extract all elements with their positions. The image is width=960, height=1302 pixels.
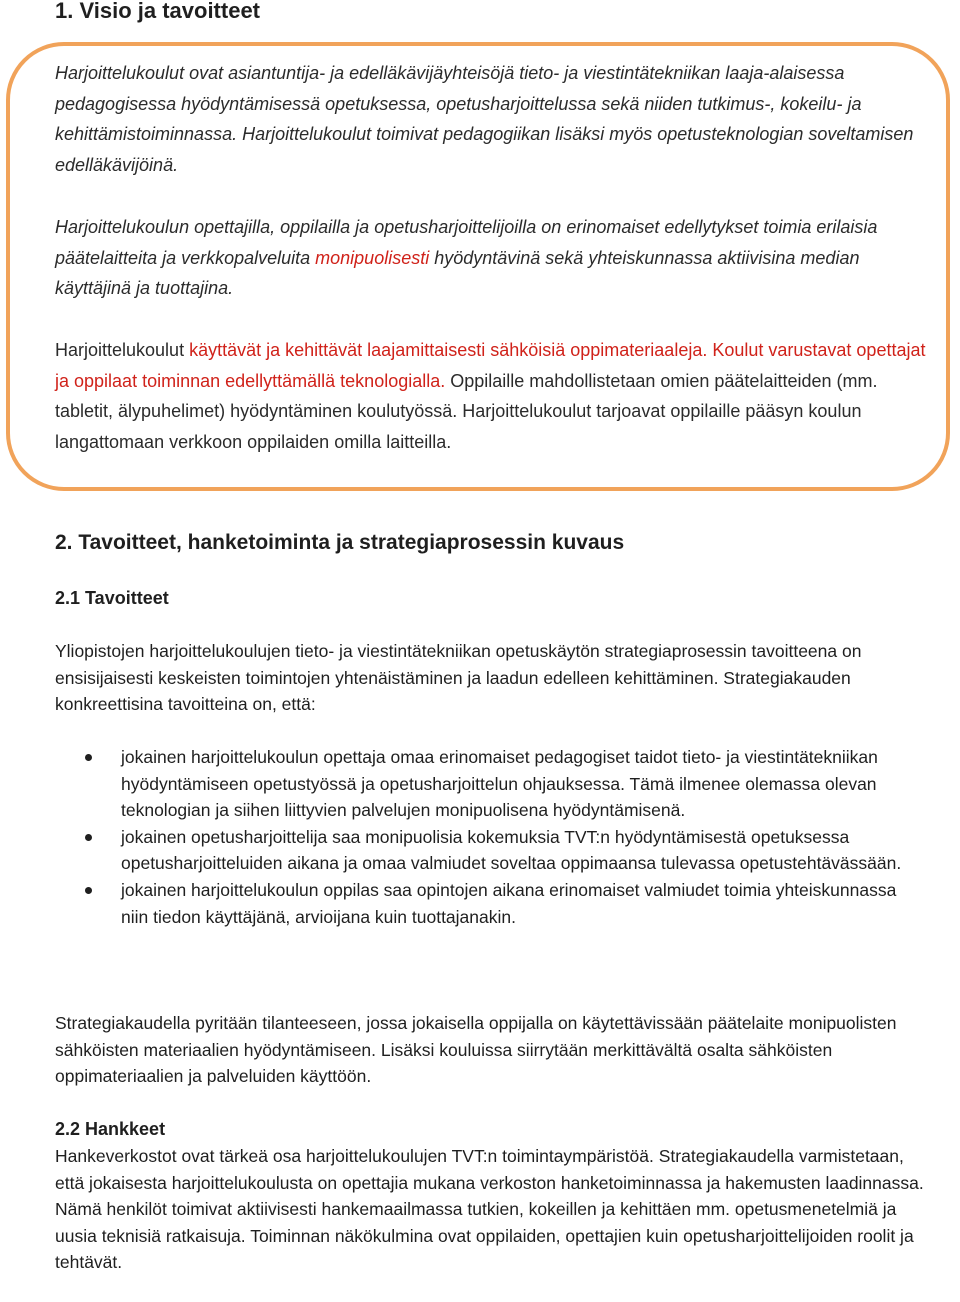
bullet-icon	[85, 887, 92, 894]
goals-intro-paragraph: Yliopistojen harjoittelukoulujen tieto- ja viestintätekniikan opetuskäytön strategiaprosessin tavoitteena on ensisijaisesti keskeisten toimintojen yhtenäistäminen ja laadun edelleen kehittäminen. Strategiakauden konkreettisina tavoitteina on, että:	[55, 641, 862, 715]
subsection-2-1-heading: 2.1 Tavoitteet	[55, 588, 169, 608]
vision-paragraph-3-text-b: Oppilaille mahdollistetaan omien päätelaitteiden (mm. tabletit, älypuhelimet) hyödyntäminen koulutyössä. Harjoittelukoulut tarjoavat oppilaille pääsyn koulun langattomaan verkkoon oppilaiden omilla laitteilla.	[55, 370, 878, 452]
vision-paragraph-3-text-a: Harjoittelukoulut	[55, 340, 190, 360]
section-1-heading: 1. Visio ja tavoitteet	[55, 0, 261, 23]
section-2-heading: 2. Tavoitteet, hanketoiminta ja strategiaprosessin kuvaus	[55, 531, 625, 554]
vision-paragraph-3	[55, 335, 935, 457]
goal-bullet-text: jokainen harjoittelukoulun oppilas saa opintojen aikana erinomaiset valmiudet toimia yhteiskunnassa niin tiedon käyttäjänä, arvioijana kuin tuottajanakin.	[121, 879, 897, 927]
goal-bullet-text: jokainen harjoittelukoulun opettaja omaa erinomaiset pedagogiset taidot tieto- ja viestintätekniikan hyödyntämiseen opetustyössä ja opetusharjoittelun ohjauksessa. Tämä ilmenee olemassa olevan teknologian ja siihen liittyvien palvelujen monipuolisena hyödyntämisenä.	[121, 747, 878, 821]
vision-paragraph-2-text-a: Harjoittelukoulun opettajilla, oppilailla ja opetusharjoittelijoilla on erinomaiset edellytykset toimia erilaisia päätelaitteita ja verkkopalveluita	[55, 217, 878, 268]
vision-paragraph-3-highlight: käyttävät ja kehittävät laajamittaisesti sähköisiä oppimateriaaleja. Koulut varustavat opettajat ja oppilaat toiminnan edellyttämällä teknologialla.	[55, 340, 926, 391]
goal-bullet-item	[0, 744, 921, 824]
projects-paragraph: Hankeverkostot ovat tärkeä osa harjoittelukoulujen TVT:n toimintaympäristöä. Strategiakaudella varmistetaan, että jokaisesta harjoittelukoulusta on opettajia mukana verkoston hanketoiminnassa ja hakemusten laadinnassa. Nämä henkilöt toimivat aktiivisesti hankemaailmassa tutkien, kokeillen ja kehittäen mm. opetusmenetelmiä ja uusia teknisiä ratkaisuja. Toiminnan näkökulmina ovat oppilaiden, opettajien kuin opetusharjoittelijoiden roolit ja tehtävät.	[55, 1146, 924, 1273]
goals-closing-paragraph: Strategiakaudella pyritään tilanteeseen, jossa jokaisella oppijalla on käytettävissään päätelaite monipuolisten sähköisten materiaalien hyödyntämiseen. Lisäksi kouluissa siirrytään merkittävältä osalta sähköisten oppimateriaalien ja palveluiden käyttöön.	[55, 1013, 897, 1087]
subsection-2-2-heading: 2.2 Hankkeet	[55, 1119, 166, 1139]
vision-paragraph-1: Harjoittelukoulut ovat asiantuntija- ja edelläkävijäyhteisöjä tieto- ja viestintätekniikan laaja-alaisessa pedagogisessa hyödyntämisessä opetuksessa, opetusharjoittelussa sekä niiden tutkimus-, kokeilu- ja kehittämistoiminnassa. Harjoittelukoulut toimivat pedagogiikan lisäksi myös opetusteknologian soveltamisen edelläkävijöinä.	[55, 63, 914, 175]
vision-paragraph-2-highlight: monipuolisesti	[315, 247, 430, 268]
bullet-icon	[85, 834, 92, 841]
goal-bullet-item	[0, 824, 921, 877]
goal-bullet-text: jokainen opetusharjoittelija saa monipuolisia kokemuksia TVT:n hyödyntämisestä opetuksessa opetusharjoitteluiden aikana ja omaa valmiudet soveltaa oppimaansa tulevassa opetustehtävässään.	[121, 826, 902, 874]
goals-bullet-list	[0, 744, 960, 930]
vision-paragraph-2-text-b: hyödyntävinä sekä yhteiskunnassa aktiivisina median käyttäjinä ja tuottajina.	[55, 247, 860, 298]
bullet-icon	[85, 754, 92, 761]
goal-bullet-item	[0, 877, 921, 930]
vision-paragraph-2	[55, 212, 935, 304]
